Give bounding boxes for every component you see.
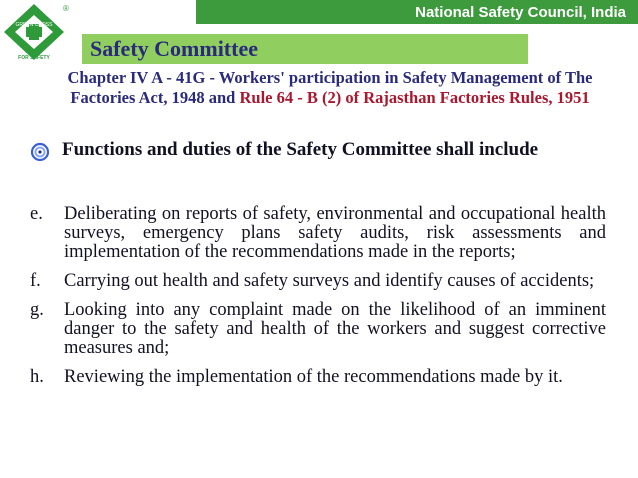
lead-text: Functions and duties of the Safety Committee shall include — [62, 139, 539, 160]
list-item — [30, 205, 606, 262]
slide-subtitle — [40, 68, 620, 108]
logo-ring-text: GREEN CROSS — [15, 22, 53, 28]
subtitle-conjunction: and — [204, 88, 240, 107]
item-text: Carrying out health and safety surveys and identify causes of accidents; — [64, 271, 595, 291]
logo-bottom-text: FOR SAFETY — [18, 55, 50, 61]
org-name: National Safety Council, India — [415, 3, 626, 21]
swirl-bullet-icon — [30, 142, 50, 162]
duties-list — [30, 205, 606, 397]
header-bar — [196, 0, 638, 24]
list-item — [30, 301, 606, 358]
item-text: Reviewing the implementation of the recommendations made by it. — [64, 367, 563, 387]
registered-mark: ® — [63, 4, 69, 13]
slide-title: Safety Committee — [90, 36, 258, 61]
item-text: Deliberating on reports of safety, environmental and occupational health surveys, emergency plans safety audits, risk assessments and implementation of the recommendations made in the reports; — [64, 204, 606, 262]
item-marker: h. — [30, 367, 44, 387]
item-marker: e. — [30, 204, 43, 224]
item-text: Looking into any complaint made on the likelihood of an imminent danger to the safety and health of the workers and suggest corrective measures and; — [64, 300, 606, 358]
list-item — [30, 368, 606, 387]
title-box — [82, 34, 528, 64]
green-cross-logo-icon — [2, 2, 72, 64]
subtitle-act: Chapter IV A - 41G - Workers' participation in Safety Management of The Factories Act, 1948 — [67, 68, 593, 107]
item-marker: g. — [30, 300, 44, 320]
lead-point — [30, 140, 610, 162]
list-item — [30, 272, 606, 291]
subtitle-rule: Rule 64 - B (2) of Rajasthan Factories Rules, 1951 — [239, 88, 590, 107]
item-marker: f. — [30, 271, 41, 291]
